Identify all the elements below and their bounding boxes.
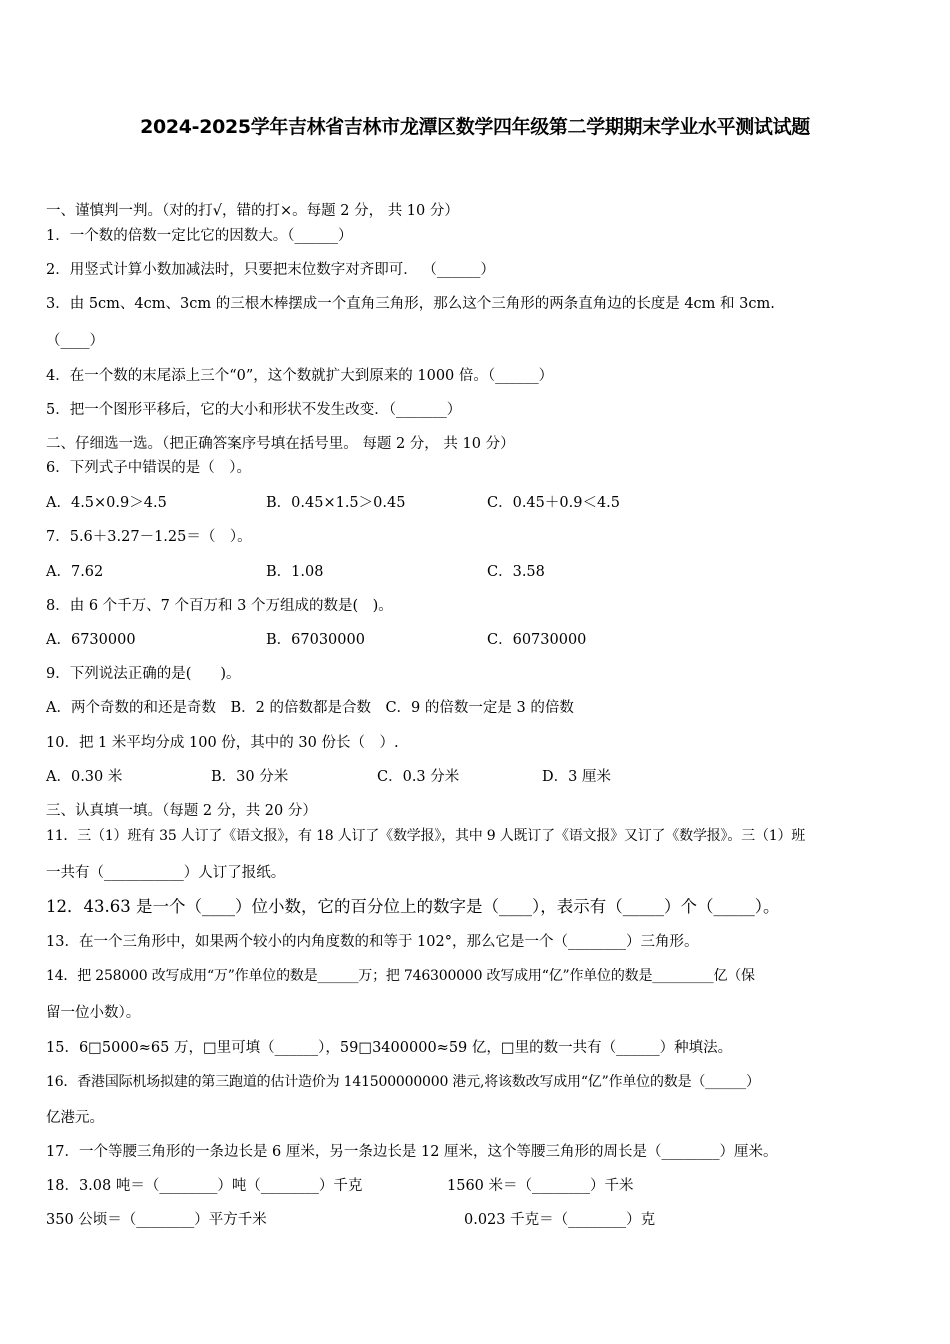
question-9-options: A．两个奇数的和还是奇数 B．2 的倍数都是合数 C．9 的倍数一定是 3 的倍数 (46, 700, 574, 716)
option-6b: B．0.45×1.5＞0.45 (266, 495, 406, 511)
question-13: 13．在一个三角形中，如果两个较小的内角度数的和等于 102°，那么它是一个（________）三角形。 (46, 934, 699, 950)
question-14-cont: 留一位小数）。 (46, 1005, 141, 1021)
option-6a: A．4.5×0.9＞4.5 (46, 495, 167, 511)
option-7b: B．1.08 (266, 564, 324, 580)
page-title: 2024-2025学年吉林省吉林市龙潭区数学四年级第二学期期末学业水平测试试题 (140, 116, 810, 138)
option-10b: B．30 分米 (211, 769, 289, 785)
question-12: 12．43.63 是一个（____）位小数，它的百分位上的数字是（____），表示有（_____）个（_____）。 (46, 897, 780, 916)
question-1: 1．一个数的倍数一定比它的因数大。（______） (46, 228, 353, 244)
question-17: 17．一个等腰三角形的一条边长是 6 厘米，另一条边长是 12 厘米，这个等腰三角形的周长是（________）厘米。 (46, 1144, 778, 1160)
section-heading-choose: 二、仔细选一选。（把正确答案序号填在括号里。 每题 2 分， 共 10 分） (46, 436, 515, 452)
option-10a: A．0.30 米 (46, 769, 123, 785)
question-16-cont: 亿港元。 (46, 1110, 104, 1126)
option-8b: B．67030000 (266, 632, 365, 648)
question-5: 5．把一个图形平移后，它的大小和形状不发生改变．（_______） (46, 402, 462, 418)
question-16: 16．香港国际机场拟建的第三跑道的估计造价为 141500000000 港元,将该数改写成用“亿”作单位的数是（______） (46, 1074, 760, 1090)
question-10: 10．把 1 米平均分成 100 份，其中的 30 份长（ ）. (46, 735, 399, 751)
question-11-cont: 一共有（___________）人订了报纸。 (46, 865, 286, 881)
question-14: 14．把 258000 改写成用“万”作单位的数是______万；把 746300000 改写成用“亿”作单位的数是_________亿（保 (46, 968, 755, 984)
option-7a: A．7.62 (46, 564, 104, 580)
option-7c: C．3.58 (487, 564, 545, 580)
section-heading-judge: 一、谨慎判一判。（对的打√，错的打×。每题 2 分， 共 10 分） (46, 203, 459, 219)
option-10c: C．0.3 分米 (377, 769, 460, 785)
question-9: 9．下列说法正确的是( )。 (46, 666, 241, 682)
question-18-part-4: 0.023 千克＝（________）克 (464, 1212, 656, 1228)
question-15: 15．6□5000≈65 万，□里可填（______），59□3400000≈59 亿，□里的数一共有（______）种填法。 (46, 1040, 733, 1056)
question-18-part-1: 18．3.08 吨＝（________）吨（________）千克 (46, 1178, 363, 1194)
option-6c: C．0.45＋0.9＜4.5 (487, 495, 620, 511)
question-8: 8．由 6 个千万、7 个百万和 3 个万组成的数是( )。 (46, 598, 393, 614)
question-11: 11．三（1）班有 35 人订了《语文报》，有 18 人订了《数学报》，其中 9 人既订了《语文报》又订了《数学报》。三（1）班 (46, 828, 806, 844)
question-7: 7．5.6＋3.27－1.25＝（ ）。 (46, 529, 252, 545)
option-10d: D．3 厘米 (542, 769, 611, 785)
question-3: 3．由 5cm、4cm、3cm 的三根木棒摆成一个直角三角形，那么这个三角形的两条直角边的长度是 4cm 和 3cm. (46, 296, 775, 312)
question-2: 2．用竖式计算小数加减法时，只要把末位数字对齐即可． （______） (46, 262, 495, 278)
question-3-blank: （____） (46, 333, 104, 349)
option-8c: C．60730000 (487, 632, 587, 648)
section-heading-fill: 三、认真填一填。（每题 2 分，共 20 分） (46, 803, 317, 819)
option-8a: A．6730000 (46, 632, 136, 648)
question-4: 4．在一个数的末尾添上三个“0”，这个数就扩大到原来的 1000 倍。（______） (46, 368, 554, 384)
question-18-part-2: 1560 米＝（________）千米 (447, 1178, 634, 1194)
question-6: 6．下列式子中错误的是（ ）。 (46, 460, 251, 476)
question-18-part-3: 350 公顷＝（________）平方千米 (46, 1212, 267, 1228)
